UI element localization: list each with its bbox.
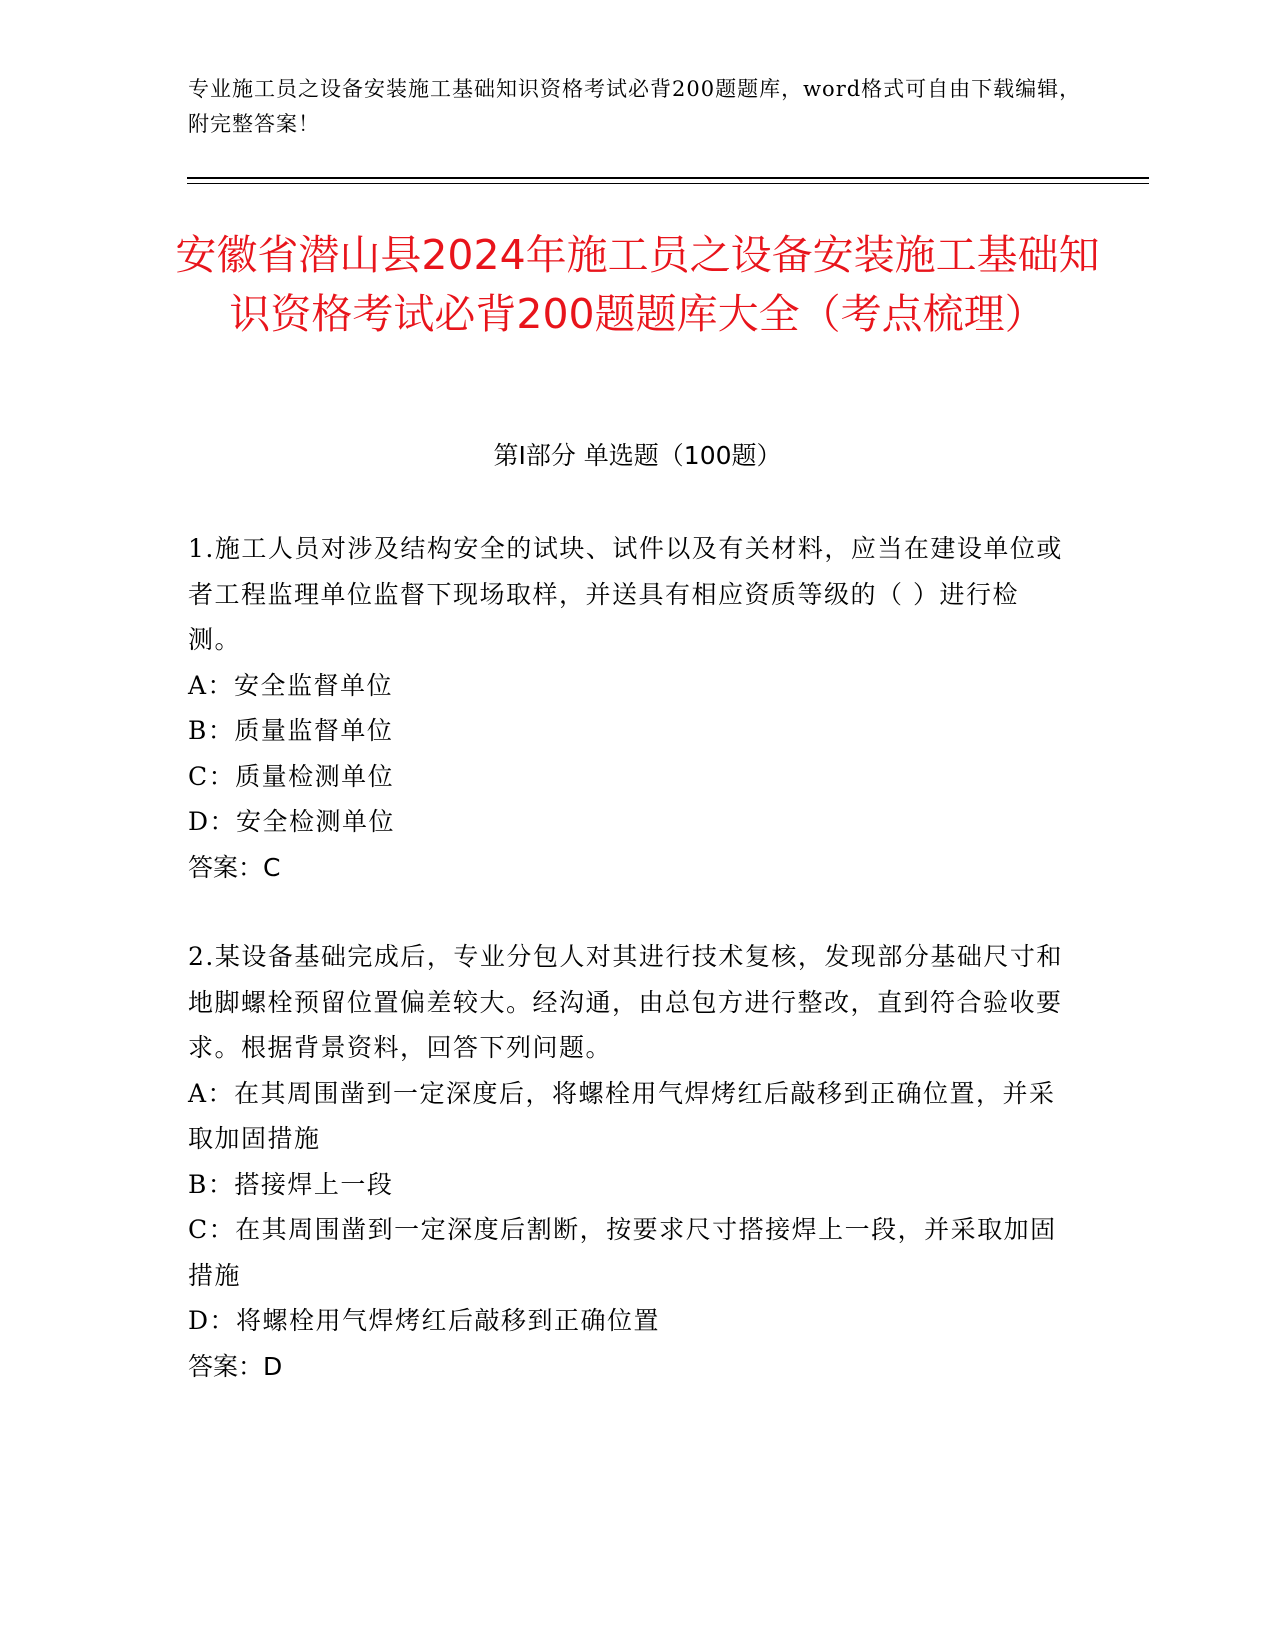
question-1	[188, 526, 1068, 890]
question-answer: 答案：C	[188, 852, 281, 882]
option-b: B：质量监督单位	[188, 716, 394, 745]
option-d: D：将螺栓用气焊烤红后敲移到正确位置	[188, 1306, 661, 1335]
header-rule-thick	[187, 177, 1149, 179]
section-title: 第Ⅰ部分 单选题（100题）	[493, 441, 782, 470]
option-d: D：安全检测单位	[188, 807, 396, 836]
question-answer: 答案：D	[188, 1351, 283, 1381]
question-stem: 2.某设备基础完成后，专业分包人对其进行技术复核，发现部分基础尺寸和地脚螺栓预留位置偏差较大。经沟通，由总包方进行整改，直到符合验收要求。根据背景资料，回答下列问题。	[188, 942, 1063, 1062]
header-rule-thin	[187, 183, 1149, 184]
option-c: C：质量检测单位	[188, 761, 395, 791]
option-b: B：搭接焊上一段	[188, 1169, 394, 1199]
document-title: 安徽省潜山县2024年施工员之设备安装施工基础知识资格考试必背200题题库大全（考点梳理）	[175, 231, 1100, 338]
option-a: A：安全监督单位	[188, 670, 394, 700]
header-note: 专业施工员之设备安装施工基础知识资格考试必背200题题库，word格式可自由下载编辑，附完整答案！	[188, 77, 1082, 136]
option-c: C：在其周围凿到一定深度后割断，按要求尺寸搭接焊上一段，并采取加固措施	[188, 1215, 1057, 1290]
question-stem: 1.施工人员对涉及结构安全的试块、试件以及有关材料，应当在建设单位或者工程监理单位监督下现场取样，并送具有相应资质等级的（ ）进行检测。	[188, 534, 1063, 654]
question-2	[188, 934, 1068, 1389]
option-a: A：在其周围凿到一定深度后，将螺栓用气焊烤红后敲移到正确位置，并采取加固措施	[188, 1078, 1056, 1153]
